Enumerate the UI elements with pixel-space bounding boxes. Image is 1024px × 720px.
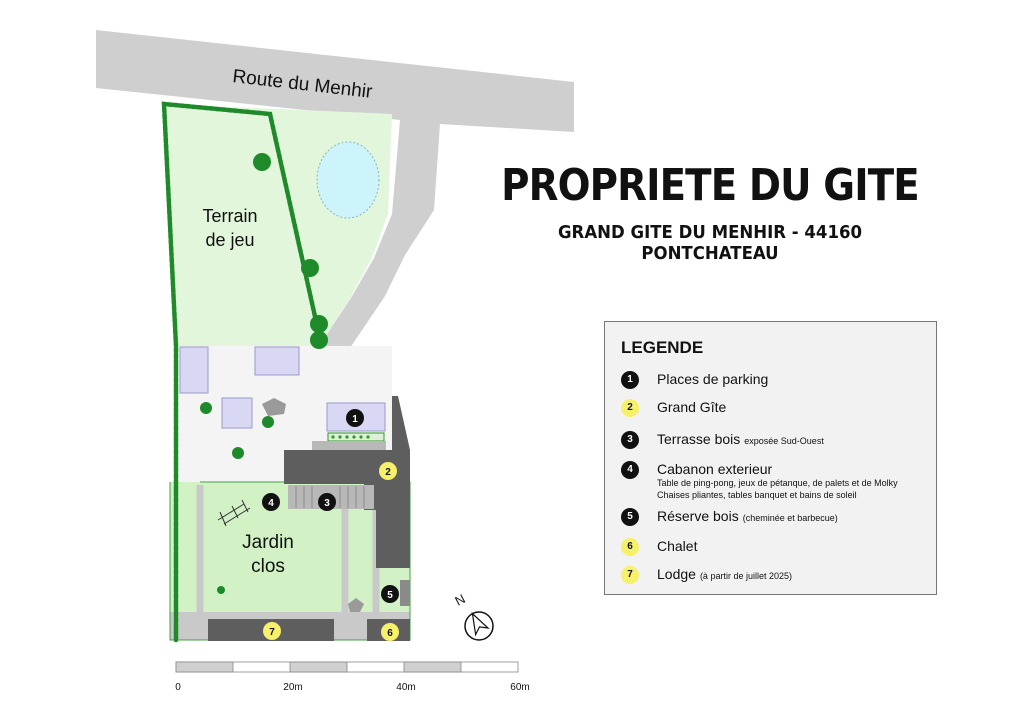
legend-badge-4: 4	[621, 461, 639, 479]
legend-badge-5: 5	[621, 508, 639, 526]
scale-tick-0: 0	[175, 682, 181, 693]
legend-label-2: Grand Gîte	[657, 399, 727, 415]
legend-label-1: Places de parking	[657, 371, 769, 387]
marker-2-label: 2	[385, 467, 391, 478]
flowerbed	[328, 433, 384, 441]
legend-detail-4b: Chaises pliantes, tables banquet et bains de soleil	[657, 490, 857, 500]
compass-icon	[465, 610, 493, 640]
scale-tick-20m: 20m	[283, 682, 303, 693]
legend-label-6: Chalet	[657, 538, 698, 554]
marker-3-label: 3	[324, 498, 330, 509]
legend-badge-2: 2	[621, 399, 639, 417]
scale-tick-40m: 40m	[396, 682, 416, 693]
road-label: Route du Menhir	[231, 66, 374, 103]
legend-note-7: (à partir de juillet 2025)	[699, 571, 792, 581]
scale-tick-60m: 60m	[510, 682, 530, 693]
legend-badge-7: 7	[621, 566, 639, 584]
wood-store-building	[400, 580, 410, 606]
legend-box	[604, 321, 937, 595]
terrace-strip	[312, 441, 386, 450]
play-field-label-line-2: de jeu	[205, 230, 255, 250]
legend-badge-6: 6	[621, 538, 639, 556]
garden-label-line-1: Jardin	[242, 532, 294, 553]
garden-label-line-2: clos	[251, 556, 285, 577]
marker-5-label: 5	[387, 590, 393, 601]
marker-4-label: 4	[268, 498, 274, 509]
legend-title: LEGENDE	[621, 338, 704, 357]
legend-badge-1: 1	[621, 371, 639, 389]
legend-detail-4a: Table de ping-pong, jeux de pétanque, de palets et de Molky	[657, 478, 898, 488]
legend-label-4: Cabanon exterieur	[657, 461, 773, 477]
legend-label-7: Lodge (à partir de juillet 2025)	[657, 566, 792, 582]
legend-badge-3: 3	[621, 431, 639, 449]
legend-note-5: (cheminée et barbecue)	[742, 513, 838, 523]
legend-note-3: exposée Sud-Ouest	[744, 436, 824, 446]
legend-label-3: Terrasse bois exposée Sud-Ouest	[657, 431, 824, 447]
marker-1-label: 1	[352, 414, 358, 425]
pond	[317, 142, 379, 218]
scale-bar	[176, 662, 518, 672]
legend-label-5: Réserve bois (cheminée et barbecue)	[657, 508, 838, 524]
compass-north-label: N	[452, 590, 468, 609]
play-field-label-line-1: Terrain	[202, 206, 258, 226]
marker-7-label: 7	[269, 627, 275, 638]
page-title: PROPRIETE DU GITE	[501, 160, 919, 211]
page-subtitle: GRAND GITE DU MENHIR - 44160 PONTCHATEAU	[557, 222, 863, 264]
marker-6-label: 6	[387, 628, 393, 639]
